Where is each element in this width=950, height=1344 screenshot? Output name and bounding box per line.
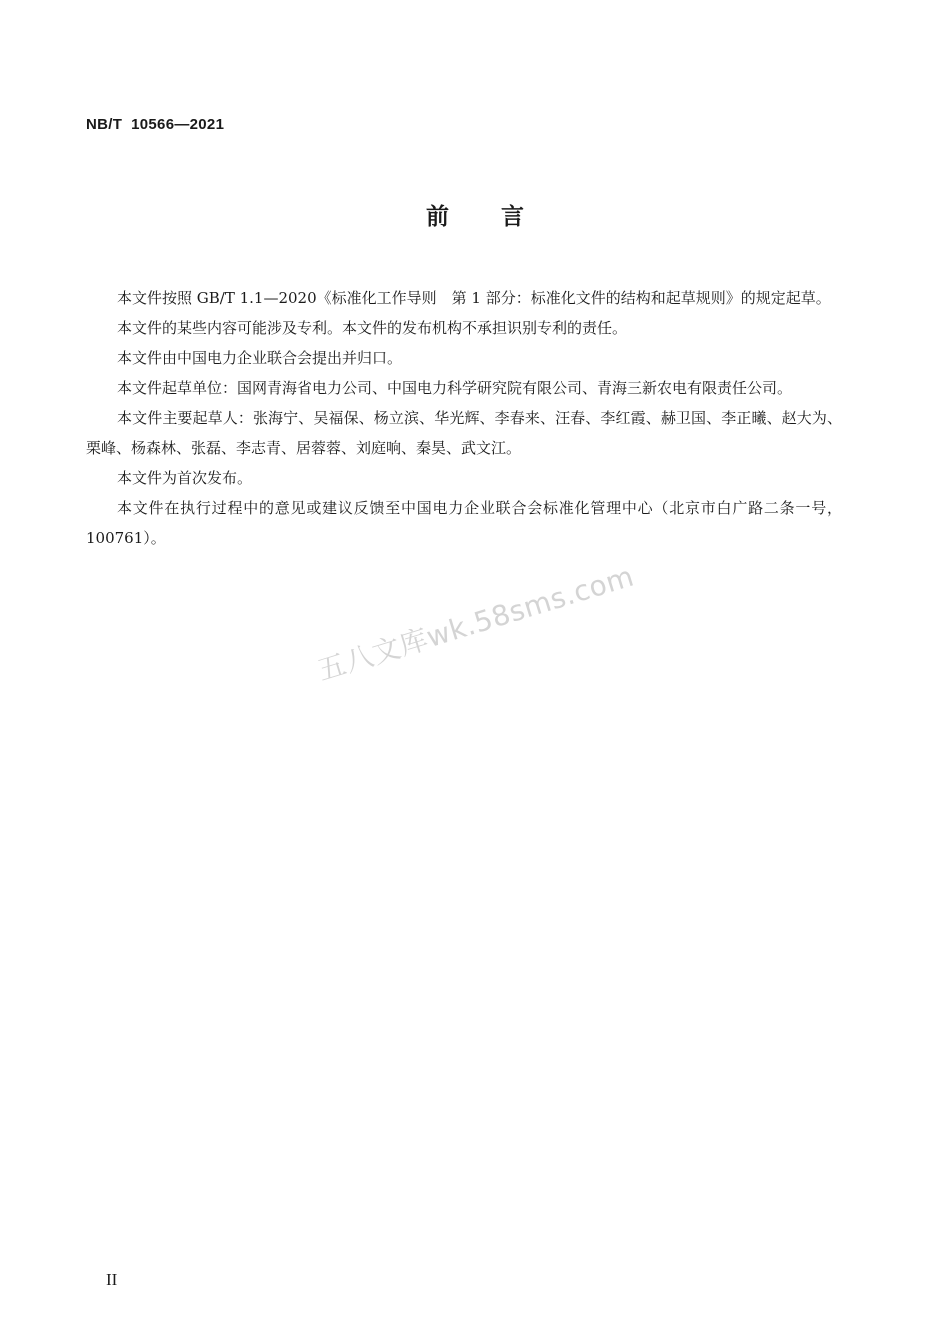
paragraph-feedback: 本文件在执行过程中的意见或建议反馈至中国电力企业联合会标准化管理中心（北京市白广路二条一号，100761）。: [86, 499, 842, 547]
page-number: II: [106, 1270, 118, 1289]
standard-code: NB/T 10566—2021: [86, 116, 225, 133]
page-title: 前言: [426, 204, 576, 230]
paragraph-proposer: 本文件由中国电力企业联合会提出并归口。: [117, 349, 403, 367]
paragraph-patent-notice: 本文件的某些内容可能涉及专利。本文件的发布机构不承担识别专利的责任。: [117, 319, 628, 337]
watermark: 五八文库wk.58sms.com: [313, 559, 638, 688]
paragraph-drafting-rules: 本文件按照 GB/T 1.1—2020《标准化工作导则 第 1 部分：标准化文件的结构和起草规则》的规定起草。: [117, 289, 831, 307]
paragraph-first-release: 本文件为首次发布。: [117, 469, 253, 487]
foreword-body: [86, 283, 842, 553]
paragraph-drafting-units: 本文件起草单位：国网青海省电力公司、中国电力科学研究院有限公司、青海三新农电有限责任公司。: [117, 379, 793, 397]
paragraph-drafters: 本文件主要起草人：张海宁、吴福保、杨立滨、华光辉、李春来、汪春、李红霞、赫卫国、李正曦、赵大为、栗峰、杨森林、张磊、李志青、居蓉蓉、刘庭响、秦昊、武文江。: [86, 409, 842, 457]
